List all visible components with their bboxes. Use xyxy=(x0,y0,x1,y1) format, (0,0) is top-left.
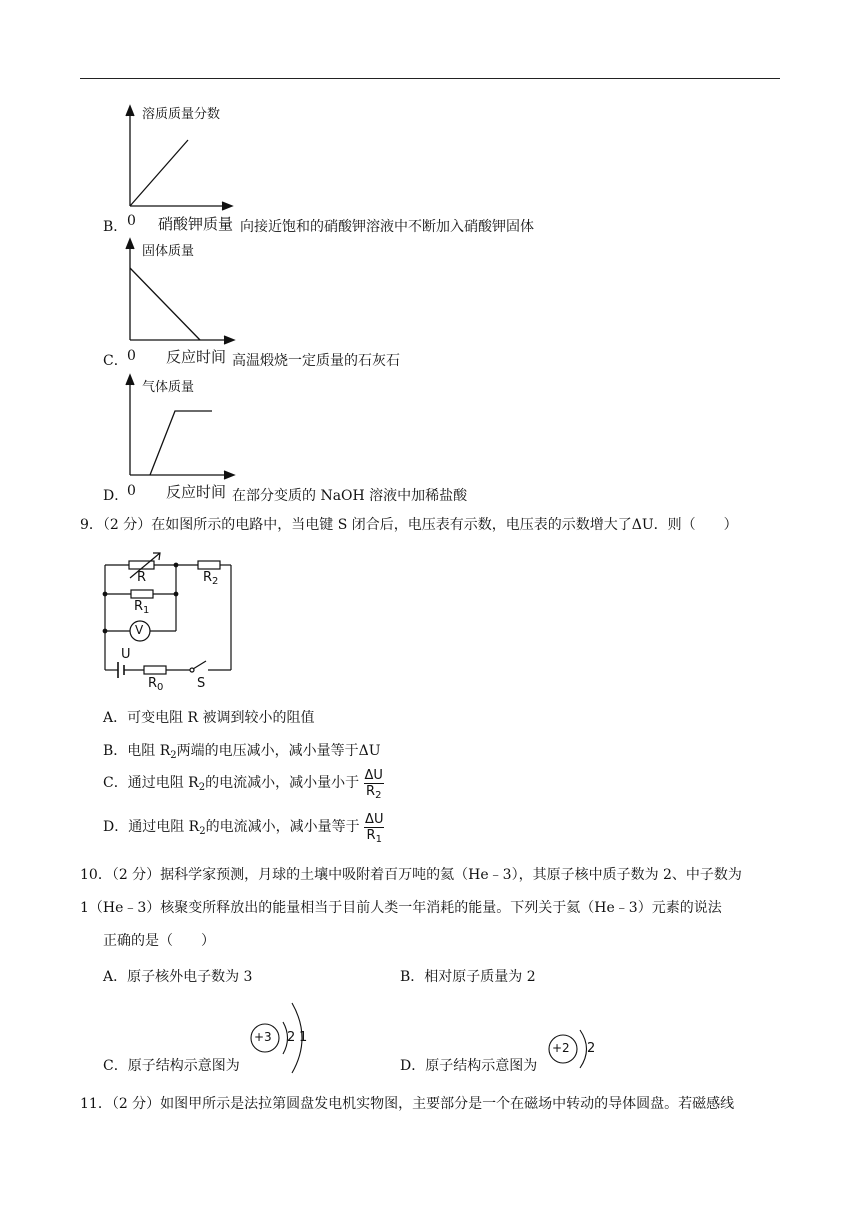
graph-b-origin: 0 xyxy=(127,213,136,229)
circuit-label-s: S xyxy=(197,676,206,691)
q9-stem: 9．（2 分）在如图所示的电路中，当电键 S 闭合后，电压表有示数，电压表的示数增大了ΔU．则（ ） xyxy=(80,517,738,533)
graph-b-line xyxy=(130,140,188,206)
q10-stem-line2: 1（He﹣3）核聚变所释放出的能量相当于目前人类一年消耗的能量。下列关于氦（He﹣3）元素的说法 xyxy=(80,900,722,916)
circuit-label-r: R xyxy=(137,570,147,585)
circuit-label-r0: $R_0$ xyxy=(148,676,164,693)
option-c-caption: 高温煅烧一定质量的石灰石 xyxy=(232,353,400,369)
q10-stem-line3: 正确的是（ ） xyxy=(103,933,215,949)
q11-stem-line1: 11．（2 分）如图甲所示是法拉第圆盘发电机实物图，主要部分是一个在磁场中转动的导体圆盘。若磁感线 xyxy=(80,1096,735,1112)
q9-option-a: A．可变电阻 R 被调到较小的阻值 xyxy=(103,710,315,726)
graph-d-xlabel: 反应时间 xyxy=(166,483,227,501)
graph-d-ylabel: 气体质量 xyxy=(142,380,195,395)
q9-option-c-fraction: $\frac{\Delta U}{R_2}$ xyxy=(364,768,383,801)
option-b-letter: B． xyxy=(103,219,128,235)
q9-option-c: C．通过电阻 $R_2$的电流减小，减小量小于 $\frac{\Delta U}{R_2}$ xyxy=(103,768,383,801)
atom-diagram-d xyxy=(0,0,1,1)
atom-c-shell1: 2 xyxy=(287,1030,296,1045)
graph-d-origin: 0 xyxy=(127,483,136,499)
atom-d-nucleus: +2 xyxy=(552,1041,570,1055)
graph-d-line xyxy=(150,411,212,475)
circuit-label-u: U xyxy=(121,647,131,662)
circuit-label-r2: $R_2$ xyxy=(203,570,219,587)
graph-b-xlabel: 硝酸钾质量 xyxy=(158,215,234,233)
q10-option-c: C．原子结构示意图为 xyxy=(103,1058,240,1074)
circuit-label-r1: $R_1$ xyxy=(134,599,150,616)
option-d-letter: D． xyxy=(103,488,129,504)
atom-c-shell2: 1 xyxy=(299,1030,308,1045)
q10-option-b: B．相对原子质量为 2 xyxy=(400,969,536,985)
q9-option-b: B．电阻 $R_2$两端的电压减小，减小量等于ΔU xyxy=(103,743,381,761)
graph-c-ylabel: 固体质量 xyxy=(142,244,195,259)
q10-option-d: D．原子结构示意图为 xyxy=(400,1058,538,1074)
graph-c-xlabel: 反应时间 xyxy=(166,348,227,366)
atom-c-nucleus: +3 xyxy=(254,1030,272,1044)
q10-stem-line1: 10．（2 分）据科学家预测，月球的土壤中吸附着百万吨的氦（He﹣3），其原子核中质子数为 2、中子数为 xyxy=(80,867,742,883)
graph-c-origin: 0 xyxy=(127,348,136,364)
q9-option-d-fraction: $\frac{\Delta U}{R_1}$ xyxy=(365,812,384,845)
graph-b-ylabel: 溶质质量分数 xyxy=(142,107,221,122)
q9-option-d: D．通过电阻 $R_2$的电流减小，减小量等于 $\frac{\Delta U}{R_1}$ xyxy=(103,812,384,845)
circuit-voltmeter-label: V xyxy=(135,623,144,637)
option-b-caption: 向接近饱和的硝酸钾溶液中不断加入硝酸钾固体 xyxy=(240,219,534,235)
option-c-letter: C． xyxy=(103,353,128,369)
atom-d-shell1: 2 xyxy=(587,1041,596,1056)
header-rule xyxy=(80,78,780,79)
graph-c-line xyxy=(130,268,200,340)
q10-option-a: A．原子核外电子数为 3 xyxy=(103,969,253,985)
option-d-caption: 在部分变质的 NaOH 溶液中加稀盐酸 xyxy=(232,488,468,504)
